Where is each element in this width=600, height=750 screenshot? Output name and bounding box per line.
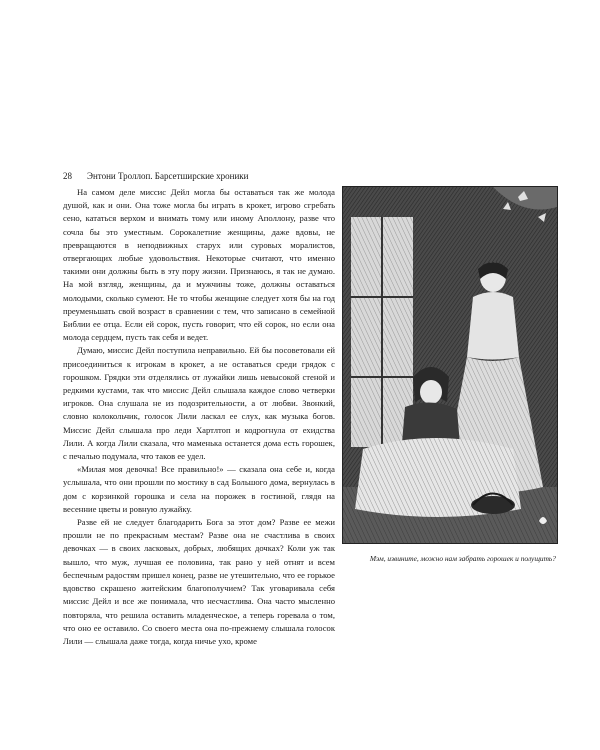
paragraph: Думаю, миссис Дейл поступила неправильно. Ей бы посоветовали ей присоединиться к игрокам в крокет, а не оставаться среди грядок с горошком. Грядки эти отделялись от лужайки лишь невысокой стеной и редкими кустами, так что миссис Дейл слышала каждое слово четверки игроков. Она слушала не из подозрительности, а от любви. Звонкий, словно колокольчик, голосок Лили ласкал ее слух, как музыка богов. Миссис Дейл слышала про леди Хартлтоп и кодрогнула от ехидства Лили. А когда Лили сказала, что маменька останется дома есть горошек, с печалью подумала, что таков ее удел.: [63, 345, 335, 462]
paragraph: «Милая моя девочка! Все правильно!» — сказала она себе и, когда услышала, что они прошли по мостику в сад Большого дома, вернулась в дом с корзинкой горошка и села на порожек в гостиной, глядя на весенние цветы и ровную лужайку.: [63, 464, 335, 514]
running-head-title: Энтони Троллоп. Барсетширские хроники: [87, 171, 249, 181]
running-head: [63, 170, 333, 182]
body-text: [63, 186, 335, 648]
paragraph: На самом деле миссис Дейл могла бы оставаться так же молода душой, как и они. Она тоже могла бы играть в крокет, игрово сгребать сено, кататься верхом и внимать тому или иному Аполлону, разве что сочла бы это уместным. Сорокалетние женщины, даже вдовы, не превращаются в неподвижных старух или суровых моралистов, отвергающих любые удовольствия. Некоторые считают, что именно такими они должны быть в эту пору жизни. Признаюсь, я так не думаю. На мой взгляд, женщины, да и мужчины тоже, должны оставаться молодыми, сколько сумеют. Не то чтобы женщине следует хотя бы на год преуменьшать свой возраст в сравнении с тем, что записано в семейной Библии ее отца. Если ей сорок, пусть говорит, что ей сорок, но если она молода сердцем, пусть так себя и ведет.: [63, 187, 335, 343]
page-number: 28: [63, 171, 72, 181]
illustration-caption: Мэм, извините, можно нам забрать горошек и полущить?: [369, 554, 556, 563]
engraving-illustration-icon: [342, 186, 558, 544]
engraving-drawing: [343, 187, 557, 543]
paragraph: Разве ей не следует благодарить Бога за этот дом? Разве ее межи прошли не по прекрасным местам? Разве она не счастлива в своих девочках — в своих ласковых, добрых, любящих дочках? Коли уж так вышло, что муж, лучшая ее половина, так рано у ней отнят и всем беспечным радостям пришел конец, разве не утешительно, что ее горькое вдовство скрашено житейским благополучием? Так уговаривала себя миссис Дейл и все же понимала, что несчастлива. Она часто мысленно повторяла, что решила оставить младенческое, а теперь горевала о том, что оно ее оставило. Со своего места она по-прежнему слышала голосок Лили — слышала даже тогда, когда ничье ухо, кроме: [63, 517, 335, 646]
